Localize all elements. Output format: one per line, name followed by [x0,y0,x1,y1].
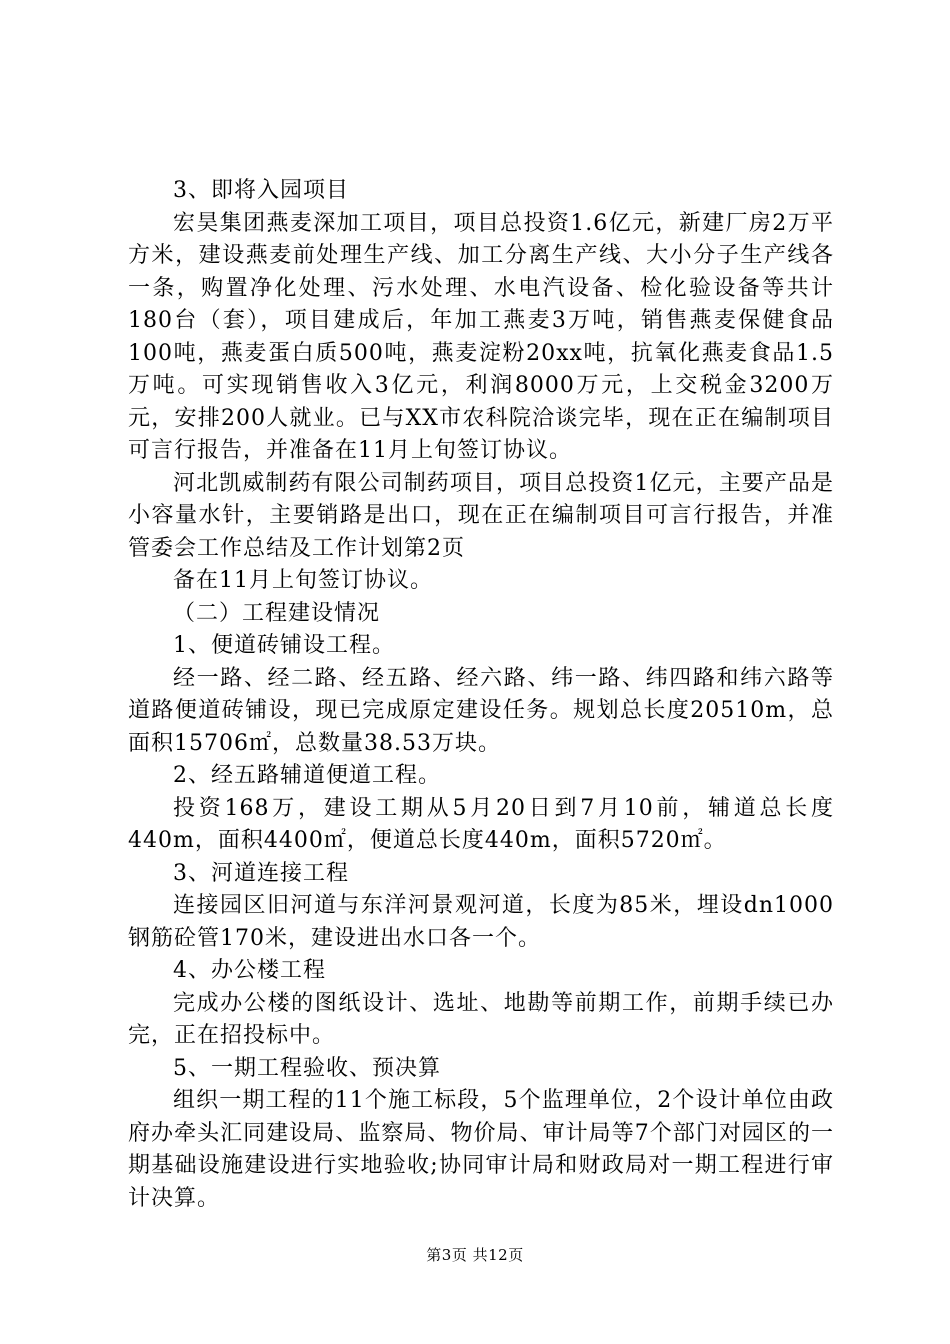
paragraph-hongmao-oat-project: 宏昊集团燕麦深加工项目，项目总投资1.6亿元，新建厂房2万平方米，建设燕麦前处理生产线、加工分离生产线、大小分子生产线各一条，购置净化处理、污水处理、水电汽设备、检化验设备等共计180台（套），项目建成后，年加工燕麦3万吨，销售燕麦保健食品100吨，燕麦蛋白质500吨，燕麦淀粉20xx吨，抗氧化燕麦食品1.5万吨。可实现销售收入3亿元，利润8000万元，上交税金3200万元，安排200人就业。已与XX市农科院洽谈完毕，现在正在编制项目可言行报告，并准备在11月上旬签订协议。 [128,210,834,463]
page-footer: 第3页 共12页 [426,1246,524,1264]
paragraph-kaiwei-pharma-project: 河北凯威制药有限公司制药项目，项目总投资1亿元，主要产品是小容量水针，主要销路是出口，现在正在编制项目可言行报告，并准管委会工作总结及工作计划第2页 [128,470,834,561]
paragraph-river-connection: 连接园区旧河道与东洋河景观河道，长度为85米，埋设dn1000钢筋砼管170米，建设进出水口各一个。 [128,893,834,951]
heading-incoming-projects: 3、即将入园项目 [173,178,349,203]
paragraph-phase-one-acceptance: 组织一期工程的11个施工标段，5个监理单位，2个设计单位由政府办牵头汇同建设局、监察局、物价局、审计局等7个部门对园区的一期基础设施建设进行实地验收;协同审计局和财政局对一期工程进行审计决算。 [128,1088,834,1211]
document-body [128,175,834,1215]
heading-phase-one-acceptance: 5、一期工程验收、预决算 [173,1055,441,1081]
heading-construction-status: （二）工程建设情况 [173,600,381,626]
paragraph-jingwu-road: 投资168万，建设工期从5月20日到7月10前，辅道总长度440m，面积4400㎡，便道总长度440m，面积5720㎡。 [128,795,834,853]
paragraph-office-building: 完成办公楼的图纸设计、选址、地勘等前期工作，前期手续已办完，正在招投标中。 [128,990,834,1048]
heading-office-building: 4、办公楼工程 [173,958,326,983]
heading-jingwu-road: 2、经五路辅道便道工程。 [173,763,441,788]
paragraph-sidewalk-brick: 经一路、经二路、经五路、经六路、纬一路、纬四路和纬六路等道路便道砖铺设，现已完成原定建设任务。规划总长度20510m，总面积15706㎡，总数量38.53万块。 [128,665,834,756]
heading-river-connection: 3、河道连接工程 [173,860,349,886]
paragraph-sign-agreement: 备在11月上旬签订协议。 [173,568,433,593]
heading-sidewalk-brick: 1、便道砖铺设工程。 [173,633,395,658]
